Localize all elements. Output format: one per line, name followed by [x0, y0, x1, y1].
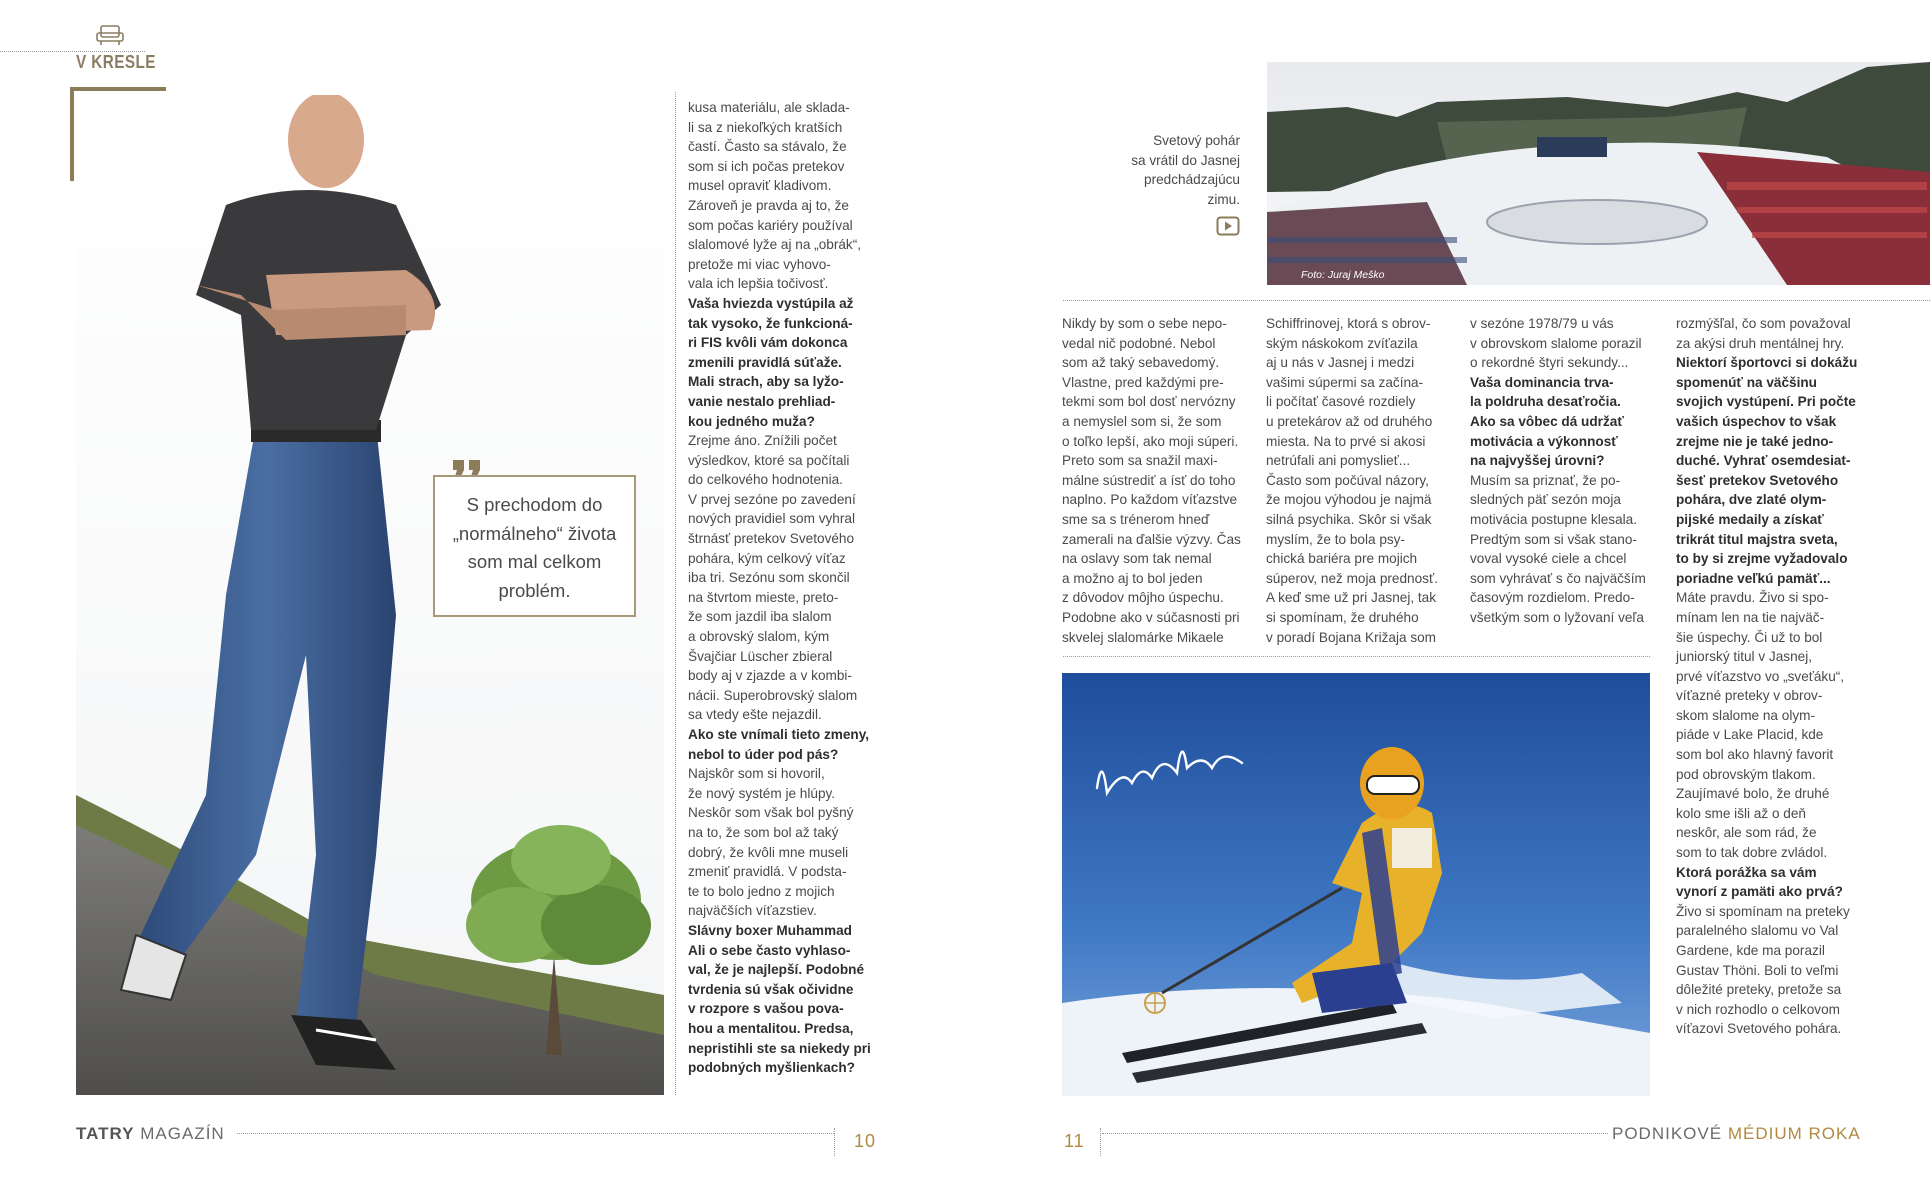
- body-line: súperov, než moja prednosť.: [1266, 570, 1438, 586]
- body-line: kolo sme išli až o deň: [1676, 805, 1806, 821]
- question-line: kou jedného muža?: [688, 413, 815, 429]
- question-line: šesť pretekov Svetového: [1676, 472, 1839, 488]
- body-line: Neskôr som však bol pyšný: [688, 805, 854, 821]
- body-line: si spomínam, že druhého: [1266, 609, 1419, 625]
- page-number-left: 10: [854, 1131, 877, 1151]
- body-line: netrúfali ani pomyslieť...: [1266, 453, 1411, 469]
- body-line: som bol ako hlavný favorit: [1676, 747, 1834, 763]
- body-line: paralelného slalomu vo Val: [1676, 923, 1839, 939]
- question-line: duché. Vyhrať osemdesiat-: [1676, 453, 1851, 469]
- question-line: v rozpore s vašou pova-: [688, 1001, 844, 1017]
- text-column-3: [1266, 314, 1456, 647]
- body-line: že som jazdil iba slalom: [688, 609, 832, 625]
- body-line: som to tak dobre zvládol.: [1676, 845, 1828, 861]
- body-line: zamerali na ďalšie výzvy. Čas: [1062, 531, 1241, 547]
- body-line: sme sa s trénerom hneď: [1062, 511, 1210, 527]
- body-line: Zaujímavé bolo, že druhé: [1676, 786, 1830, 802]
- body-line: časovým rozdielom. Predo-: [1470, 590, 1635, 606]
- caption-line: Svetový pohár: [1153, 133, 1240, 148]
- question-line: hou a mentalitou. Predsa,: [688, 1020, 854, 1036]
- body-line: sa vtedy ešte nejazdil.: [688, 707, 822, 723]
- body-line: aj u nás v Jasnej i medzi: [1266, 355, 1415, 371]
- question-line: Ako ste vnímali tieto zmeny,: [688, 727, 870, 742]
- body-line: juniorský titul v Jasnej,: [1676, 649, 1812, 665]
- body-line: Švajčiar Lüscher zbieral: [688, 648, 833, 664]
- body-line: a nemyslel som si, že som: [1062, 413, 1222, 429]
- body-line: Vlastne, pred každými pre-: [1062, 374, 1224, 390]
- text-column-1: [688, 98, 871, 1078]
- body-line: Musím sa priznať, že po-: [1470, 472, 1621, 488]
- body-line: Schiffrinovej, ktorá s obrov-: [1266, 316, 1431, 331]
- question-line: nepristihli ste sa niekedy pri: [688, 1040, 871, 1056]
- body-line: slalomové lyže aj na „obrák“,: [688, 237, 862, 253]
- body-line: Predtým som si však stano-: [1470, 531, 1637, 547]
- body-line: skom slalome na olym-: [1676, 707, 1815, 723]
- body-line: Máte pravdu. Živo si spo-: [1676, 590, 1829, 606]
- body-line: som vyhrávať s čo najväčším: [1470, 570, 1646, 586]
- body-line: vašimi súpermi sa začína-: [1266, 374, 1424, 390]
- armchair-icon: [95, 23, 125, 47]
- body-line: Podobne ako v súčasnosti pri: [1062, 609, 1240, 625]
- body-line: tekmi som bol dosť nervózny: [1062, 394, 1236, 410]
- text-column-5: [1676, 314, 1866, 1039]
- question-line: la poldruha desaťročia.: [1470, 394, 1621, 410]
- question-line: Ktorá porážka sa vám: [1676, 864, 1817, 880]
- body-line: nácii. Superobrovský slalom: [688, 687, 858, 703]
- body-line: v nich rozhodlo o celkovom: [1676, 1001, 1840, 1017]
- question-line: trikrát titul majstra sveta,: [1676, 531, 1838, 547]
- body-line: A keď sme už pri Jasnej, tak: [1266, 590, 1437, 606]
- question-line: Vaša dominancia trva-: [1470, 374, 1614, 390]
- question-line: tvrdenia sú však očividne: [688, 981, 854, 997]
- question-line: svojich vystúpení. Pri počte: [1676, 394, 1856, 410]
- body-line: o rekordné štyri sekundy...: [1470, 355, 1629, 371]
- body-line: vedal nič podobné. Nebol: [1062, 335, 1216, 351]
- caption-line: zimu.: [1207, 191, 1240, 207]
- body-line: Nikdy by som o sebe nepo-: [1062, 316, 1227, 331]
- question-line: nebol to úder pod pás?: [688, 746, 839, 762]
- body-line: myslím, že to bola psy-: [1266, 531, 1405, 547]
- stadium-photo: [1267, 62, 1930, 285]
- question-line: vanie nestalo prehliad-: [688, 393, 836, 409]
- question-line: poriadne veľkú pamäť...: [1676, 570, 1831, 586]
- pull-quote-line: som mal celkom: [467, 551, 602, 572]
- body-line: že mojou výhodou je najmä: [1266, 492, 1432, 508]
- footer-award-light: PODNIKOVÉ: [1612, 1124, 1723, 1143]
- body-line: v poradí Bojana Križaja som: [1266, 629, 1437, 645]
- question-line: na najvyššej úrovni?: [1470, 453, 1605, 469]
- caption-line: predchádzajúcu: [1144, 172, 1240, 188]
- question-line: vynorí z pamäti ako prvá?: [1676, 884, 1843, 900]
- footer-rule-left: [237, 1133, 834, 1134]
- body-line: li počítať časové rozdiely: [1266, 394, 1416, 410]
- pull-quote-line: problém.: [498, 579, 571, 601]
- body-line: motivácia postupne klesala.: [1470, 511, 1637, 527]
- section-label: V KRESLE: [76, 52, 156, 72]
- body-line: naplno. Po každom víťazstve: [1062, 492, 1238, 508]
- body-line: chická bariéra pre mojich: [1266, 551, 1418, 567]
- body-line: Gustav Thöni. Boli to veľmi: [1676, 962, 1839, 978]
- question-line: val, že je najlepší. Podobné: [688, 962, 865, 978]
- footer-divider-left: [834, 1128, 835, 1156]
- body-line: Zároveň je pravda aj to, že: [688, 197, 849, 213]
- body-line: te to bolo jedno z mojich: [688, 883, 835, 899]
- body-line: silná psychika. Skôr si však: [1266, 511, 1432, 527]
- body-line: v sezóne 1978/79 u vás: [1470, 316, 1614, 331]
- question-line: pijské medaily a získať: [1676, 511, 1824, 527]
- body-line: som počas kariéry používal: [688, 217, 853, 233]
- page-number-right: 11: [1064, 1131, 1085, 1151]
- body-line: všetkým som o lyžovaní veľa: [1470, 609, 1644, 625]
- pull-quote: [433, 475, 636, 617]
- body-line: piáde v Lake Placid, kde: [1676, 727, 1824, 743]
- column-divider: [675, 92, 676, 1095]
- footer-magazine-title: [76, 1124, 225, 1144]
- body-line: neskôr, ale som rád, že: [1676, 825, 1817, 841]
- body-line: víťazovi Svetového pohára.: [1676, 1021, 1842, 1037]
- question-line: podobných myšlienkach?: [688, 1060, 855, 1076]
- question-line: Vaša hviezda vystúpila až: [688, 295, 854, 311]
- footer-rule-right: [1102, 1133, 1608, 1134]
- footer-award: [1612, 1124, 1861, 1144]
- body-line: na oslavy som tak nemal: [1062, 551, 1212, 567]
- question-line: zmenili pravidlá súťaže.: [688, 354, 842, 370]
- body-line: Najskôr som si hovoril,: [688, 766, 825, 782]
- question-line: Slávny boxer Muhammad: [688, 922, 852, 938]
- body-line: do celkového hodnotenia.: [688, 472, 843, 488]
- footer-award-gold: MÉDIUM ROKA: [1727, 1124, 1861, 1143]
- body-line: Zrejme áno. Znížili počet: [688, 433, 837, 449]
- body-line: som až taký sebavedomý.: [1062, 355, 1220, 371]
- body-line: a obrovský slalom, kým: [688, 629, 830, 645]
- question-line: to by si zrejme vyžadovalo: [1676, 551, 1848, 567]
- play-icon[interactable]: [1216, 216, 1240, 236]
- body-line: Preto som sa snažil maxi-: [1062, 453, 1218, 469]
- body-line: že nový systém je hlúpy.: [688, 785, 836, 801]
- question-line: Niektorí športovci si dokážu: [1676, 355, 1858, 371]
- body-line: víťazné preteky v obrov-: [1676, 688, 1823, 704]
- footer-divider-right: [1100, 1128, 1101, 1156]
- body-line: dôležité preteky, pretože sa: [1676, 982, 1842, 998]
- body-line: zmeniť pravidlá. V podsta-: [688, 864, 847, 880]
- mid-rule: [1063, 656, 1650, 657]
- question-line: zrejme nie je také jedno-: [1676, 433, 1834, 449]
- body-line: málne sústrediť a ísť do toho: [1062, 472, 1236, 488]
- body-line: v obrovskom slalome porazil: [1470, 335, 1642, 351]
- skier-photo: [1062, 673, 1650, 1096]
- pull-quote-line: „normálneho“ života: [452, 522, 617, 544]
- body-line: som si ich počas pretekov: [688, 158, 845, 174]
- body-line: li sa z niekoľkých kratších: [688, 119, 843, 135]
- body-line: kusa materiálu, ale sklada-: [688, 100, 850, 115]
- body-line: na štvrtom mieste, preto-: [688, 589, 839, 605]
- body-line: výsledkov, ktoré sa počítali: [688, 452, 850, 468]
- text-column-4: [1470, 314, 1660, 628]
- body-line: rozmýšľal, čo som považoval: [1676, 316, 1851, 331]
- text-column-2: [1062, 314, 1252, 647]
- body-line: pohára, kým celkový víťaz: [688, 550, 846, 566]
- body-line: voval vysoké ciele a chcel: [1470, 551, 1627, 567]
- caption-line: sa vrátil do Jasnej: [1131, 152, 1240, 168]
- body-line: ským náskokom zvíťazila: [1266, 335, 1418, 351]
- question-line: motivácia a výkonnosť: [1470, 433, 1618, 449]
- pull-quote-line: S prechodom do: [466, 494, 603, 515]
- body-line: Živo si spomínam na preteky: [1676, 903, 1850, 919]
- body-line: pod obrovským tlakom.: [1676, 766, 1816, 782]
- photo-caption: [1080, 131, 1240, 209]
- question-line: pohára, dve zlaté olym-: [1676, 492, 1827, 508]
- question-line: vašich úspechov to však: [1676, 413, 1837, 429]
- question-line: spomenúť na väčšinu: [1676, 374, 1817, 390]
- body-line: a možno aj to bol jeden: [1062, 570, 1203, 586]
- question-line: ri FIS kvôli vám dokonca: [688, 335, 848, 351]
- body-line: Často som počúval názory,: [1266, 472, 1429, 488]
- body-line: o toľko lepší, ako moji súperi.: [1062, 433, 1239, 449]
- body-line: najväčších víťazstiev.: [688, 903, 817, 919]
- question-line: tak vysoko, že funkcioná-: [688, 315, 853, 331]
- body-line: z dôvodov môjho úspechu.: [1062, 590, 1224, 606]
- body-line: body aj v zjazde a v kombi-: [688, 668, 852, 684]
- body-line: musel opraviť kladivom.: [688, 178, 832, 194]
- top-rule: [1063, 300, 1930, 301]
- footer-title-light: MAGAZÍN: [140, 1124, 225, 1143]
- body-line: častí. Často sa stávalo, že: [688, 139, 847, 155]
- body-line: sledných päť sezón moja: [1470, 492, 1621, 508]
- body-line: nových pravidiel som vyhral: [688, 511, 855, 527]
- question-line: Ako sa vôbec dá udržať: [1470, 413, 1624, 429]
- body-line: Gardene, kde ma porazil: [1676, 943, 1825, 958]
- body-line: dobrý, že kvôli mne museli: [688, 844, 849, 860]
- body-line: mínam len na tie najväč-: [1676, 609, 1825, 625]
- body-line: štrnásť pretekov Svetového: [688, 531, 855, 547]
- body-line: V prvej sezóne po zavedení: [688, 491, 856, 507]
- footer-title-strong: TATRY: [76, 1124, 135, 1143]
- body-line: vala ich lepšia točivosť.: [688, 276, 829, 292]
- photo-credit: Foto: Juraj Meško: [1301, 269, 1385, 281]
- body-line: za akýsi druh mentálnej hry.: [1676, 335, 1845, 351]
- body-line: pretože mi viac vyhovo-: [688, 256, 831, 272]
- body-line: na to, že som bol až taký: [688, 824, 839, 840]
- body-line: iba tri. Sezónu som skončil: [688, 570, 850, 586]
- question-line: Ali o sebe často vyhlaso-: [688, 942, 851, 958]
- body-line: prvé víťazstvo vo „sveťáku“,: [1676, 668, 1845, 684]
- body-line: u pretekárov až od druhého: [1266, 413, 1433, 429]
- body-line: šie úspechy. Či už to bol: [1676, 629, 1823, 645]
- question-line: Mali strach, aby sa lyžo-: [688, 374, 844, 390]
- body-line: miesta. Na to prvé si akosi: [1266, 433, 1426, 449]
- body-line: skvelej slalomárke Mikaele: [1062, 629, 1224, 645]
